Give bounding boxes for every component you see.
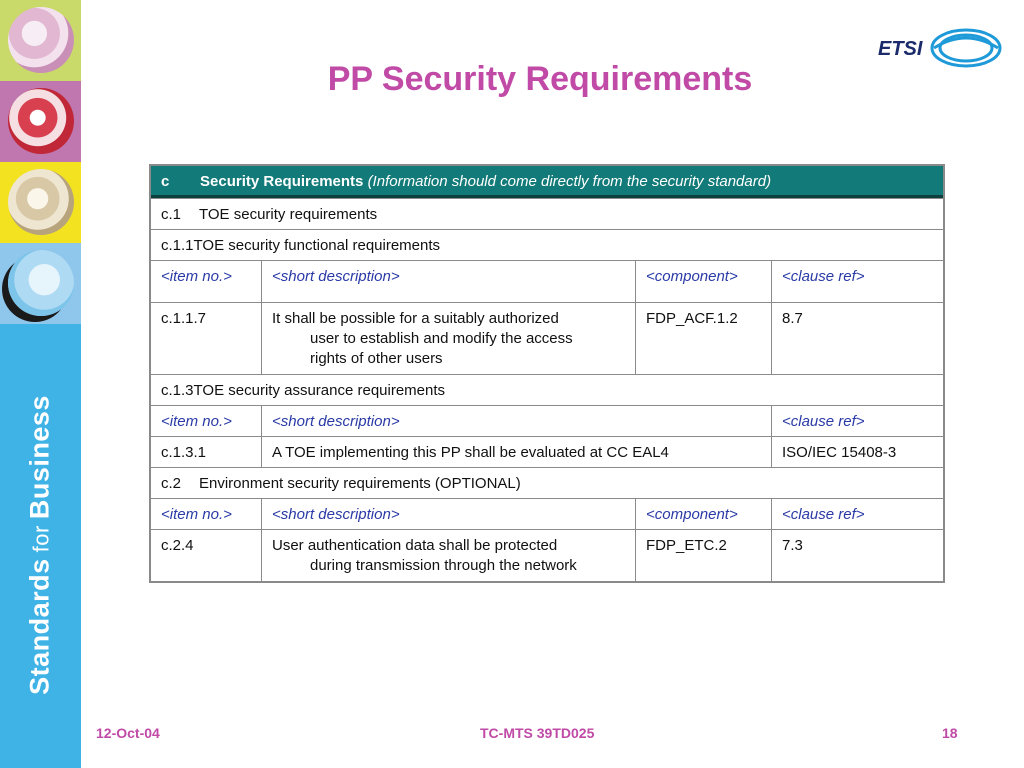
placeholder-short-description: <short description> (261, 499, 635, 529)
footer-document-id: TC-MTS 39TD025 (480, 725, 595, 741)
header-label: Security Requirements (200, 173, 364, 190)
header-cell (151, 166, 943, 195)
brand-for: for (28, 525, 54, 553)
sidebar-brand-strip (0, 0, 81, 768)
clause-ref-cell: ISO/IEC 15408-3 (771, 437, 943, 467)
description-line-2: during transmission through the network (310, 557, 577, 574)
globe-image-2 (0, 81, 81, 162)
section-row-c2 (151, 467, 943, 498)
placeholder-clause-ref: <clause ref> (771, 261, 943, 302)
section-label: Environment security requirements (OPTIONAL) (199, 475, 521, 492)
globe-image-3 (0, 162, 81, 243)
placeholder-item-no: <item no.> (161, 268, 232, 285)
placeholder-component: <component> (635, 261, 771, 302)
page-title: PP Security Requirements (327, 60, 753, 98)
description-line-1: User authentication data shall be protected (272, 537, 558, 554)
clause-ref-cell: 7.3 (771, 530, 943, 581)
section-number: c.1.3 (161, 382, 194, 399)
placeholder-row-3 (151, 498, 943, 529)
placeholder-item-no: <item no.> (161, 413, 232, 430)
table-row-c24 (151, 529, 943, 581)
description-cell (261, 303, 635, 374)
section-row-c13 (151, 374, 943, 405)
section-row-c11 (151, 229, 943, 260)
brand-standards: Standards (24, 558, 55, 695)
section-label: TOE security requirements (199, 206, 378, 223)
header-number: c (161, 173, 170, 190)
section-label: TOE security assurance requirements (193, 382, 446, 399)
description-line-1: It shall be possible for a suitably authorized (272, 310, 559, 327)
description-line-2: user to establish and modify the access (310, 330, 573, 347)
description-cell (261, 530, 635, 581)
description-line-3: rights of other users (310, 350, 443, 367)
globe-image-1 (0, 0, 81, 81)
placeholder-short-description: <short description> (261, 406, 771, 436)
placeholder-row-2 (151, 405, 943, 436)
placeholder-component: <component> (635, 499, 771, 529)
placeholder-item-no: <item no.> (161, 506, 232, 523)
table-row-c117 (151, 302, 943, 374)
section-number: c.2 (161, 475, 182, 492)
header-note: (Information should come directly from the security standard) (367, 173, 772, 190)
footer-date: 12-Oct-04 (96, 725, 160, 741)
clause-ref-cell: 8.7 (771, 303, 943, 374)
table-header-row (151, 166, 943, 198)
placeholder-short-description: <short description> (261, 261, 635, 302)
item-no-cell: c.2.4 (161, 537, 194, 554)
description-cell: A TOE implementing this PP shall be evaluated at CC EAL4 (261, 437, 771, 467)
item-no-cell: c.1.1.7 (161, 310, 207, 327)
placeholder-clause-ref: <clause ref> (771, 406, 943, 436)
component-cell: FDP_ETC.2 (635, 530, 771, 581)
section-label: TOE security functional requirements (193, 237, 441, 254)
globe-image-4 (0, 243, 81, 324)
placeholder-clause-ref: <clause ref> (771, 499, 943, 529)
component-cell: FDP_ACF.1.2 (635, 303, 771, 374)
section-number: c.1.1 (161, 237, 194, 254)
item-no-cell: c.1.3.1 (161, 444, 207, 461)
brand-business: Business (24, 395, 55, 520)
table-row-c131 (151, 436, 943, 467)
section-number: c.1 (161, 206, 182, 223)
security-requirements-table (149, 164, 945, 583)
footer-page-number: 18 (942, 725, 958, 741)
section-row-c1 (151, 198, 943, 229)
standards-for-business-text (25, 395, 56, 695)
placeholder-row-1 (151, 260, 943, 302)
etsi-logo-text: ETSI (878, 38, 923, 60)
